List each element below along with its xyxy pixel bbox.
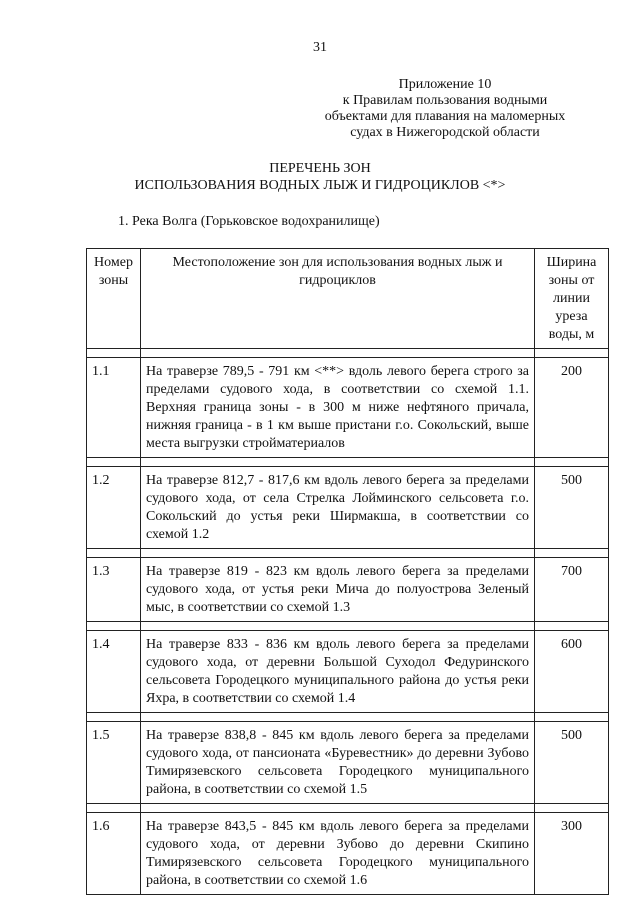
table-row xyxy=(87,722,609,804)
zone-location-cell: На траверзе 838,8 - 845 км вдоль левого берега за пределами судового хода, от пансионата «Буревестник» до деревни Зубово Тимирязевского сельсовета Городецкого муниципального района, в соответствии со схемой 1.5 xyxy=(141,722,535,804)
row-separator xyxy=(87,458,609,467)
appendix-line: объектами для плавания на маломерных xyxy=(324,109,566,124)
zone-number-cell: 1.2 xyxy=(87,467,141,549)
zone-width-cell: 500 xyxy=(535,722,609,804)
row-separator xyxy=(87,804,609,813)
table-row xyxy=(87,467,609,549)
appendix-line: к Правилам пользования водными xyxy=(342,93,548,108)
appendix-line: Приложение 10 xyxy=(398,77,492,92)
table-row xyxy=(87,558,609,622)
header-width: Ширина зоны от линии уреза воды, м xyxy=(535,249,609,349)
row-separator xyxy=(87,713,609,722)
appendix-reference xyxy=(300,77,590,141)
zone-width-cell: 500 xyxy=(535,467,609,549)
zone-number-cell: 1.3 xyxy=(87,558,141,622)
zone-location-cell: На траверзе 789,5 - 791 км <**> вдоль левого берега строго за пределами судового хода, в соответствии со схемой 1.1. Верхняя граница зоны - в 300 м ниже нефтяного причала, нижняя граница - в 1 км выше пристани г.о. Сокольский, выше места выгрузки стройматериалов xyxy=(141,358,535,458)
zone-number-cell: 1.6 xyxy=(87,813,141,895)
row-separator xyxy=(87,349,609,358)
title-line-2: ИСПОЛЬЗОВАНИЯ ВОДНЫХ ЛЫЖ И ГИДРОЦИКЛОВ <*> xyxy=(134,178,506,193)
zones-table xyxy=(86,248,609,895)
zone-width-cell: 200 xyxy=(535,358,609,458)
table-row xyxy=(87,813,609,895)
zone-width-cell: 700 xyxy=(535,558,609,622)
zone-location-cell: На траверзе 833 - 836 км вдоль левого берега за пределами судового хода, от деревни Большой Суходол Федуринского сельсовета Городецкого муниципального района до устья реки Яхра, в соответствии со схемой 1.4 xyxy=(141,631,535,713)
row-separator xyxy=(87,622,609,631)
title-line-1: ПЕРЕЧЕНЬ ЗОН xyxy=(269,161,371,176)
header-number: Номер зоны xyxy=(87,249,141,349)
appendix-line: судах в Нижегородской области xyxy=(350,125,540,140)
zone-number-cell: 1.1 xyxy=(87,358,141,458)
zone-width-cell: 300 xyxy=(535,813,609,895)
row-separator xyxy=(87,549,609,558)
zone-location-cell: На траверзе 819 - 823 км вдоль левого берега за пределами судового хода, от устья реки Мича до полуострова Зеленый мыс, в соответствии со схемой 1.3 xyxy=(141,558,535,622)
page-number: 31 xyxy=(313,40,327,55)
zone-number-cell: 1.5 xyxy=(87,722,141,804)
table-row xyxy=(87,358,609,458)
zone-width-cell: 600 xyxy=(535,631,609,713)
table-header-row xyxy=(87,249,609,349)
zones-table-body xyxy=(87,349,609,895)
zone-number-cell: 1.4 xyxy=(87,631,141,713)
zone-location-cell: На траверзе 843,5 - 845 км вдоль левого берега за пределами судового хода, от деревни Зубово до деревни Скипино Тимирязевского сельсовета Городецкого муниципального района, в соответствии со схемой 1.6 xyxy=(141,813,535,895)
table-row xyxy=(87,631,609,713)
document-title xyxy=(0,160,640,194)
header-location: Местоположение зон для использования водных лыж и гидроциклов xyxy=(141,249,535,349)
section-heading: 1. Река Волга (Горьковское водохранилище) xyxy=(118,214,380,229)
zone-location-cell: На траверзе 812,7 - 817,6 км вдоль левого берега за пределами судового хода, от села Стрелка Лойминского сельсовета г.о. Сокольский до устья реки Ширмакша, в соответствии со схемой 1.2 xyxy=(141,467,535,549)
